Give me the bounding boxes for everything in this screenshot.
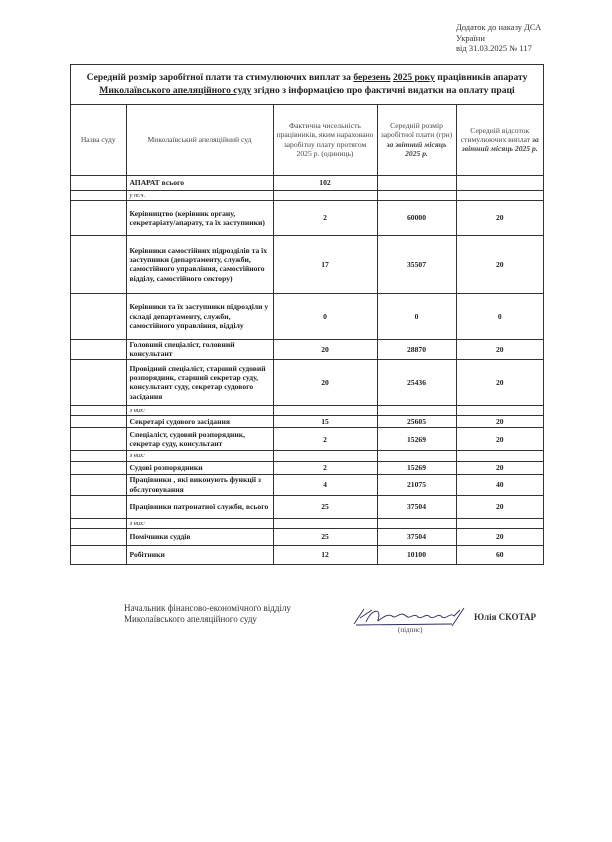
row-label: Судові розпорядники bbox=[126, 461, 273, 474]
court-name-cell bbox=[71, 293, 126, 339]
court-name-cell bbox=[71, 416, 126, 428]
header-bonus-period: за звітний місяць 2025 р. bbox=[461, 135, 539, 154]
table-header-row bbox=[71, 105, 543, 175]
signature-caption: (підпис) bbox=[398, 626, 423, 634]
table-row bbox=[71, 416, 543, 428]
bonus-cell: 20 bbox=[456, 359, 543, 405]
court-name-cell bbox=[71, 200, 126, 235]
table-row bbox=[71, 405, 543, 415]
court-name-cell bbox=[71, 428, 126, 451]
row-label: Головний спеціаліст, головний консультант bbox=[126, 339, 273, 359]
bonus-cell: 20 bbox=[456, 529, 543, 546]
bonus-cell: 20 bbox=[456, 428, 543, 451]
row-label: Керівники та їх заступники підрозділи у складі департаменту, служби, самостійного управління, відділу bbox=[126, 293, 273, 339]
salary-report bbox=[70, 64, 544, 565]
header-court-name: Назва суду bbox=[71, 105, 126, 175]
bonus-cell: 20 bbox=[456, 235, 543, 293]
title-text: Середній розмір заробітної плати та стимулюючих виплат за bbox=[86, 72, 354, 83]
row-label: Спеціаліст, судовий розпорядник, секретар суду, консультант bbox=[126, 428, 273, 451]
signer-position bbox=[124, 603, 291, 625]
count-cell: 0 bbox=[273, 293, 377, 339]
row-label: Керівництво (керівник органу, секретаріату/апарату, та їх заступники) bbox=[126, 200, 273, 235]
row-label: Помічники суддів bbox=[126, 529, 273, 546]
table-row bbox=[71, 474, 543, 495]
row-label: Керівники самостійних підрозділів та їх заступники (департаменту, служби, самостійного управління, самостійного відділу, самостійного сектору) bbox=[126, 235, 273, 293]
table-row bbox=[71, 461, 543, 474]
annex-line-1: Додаток до наказу ДСА bbox=[456, 22, 542, 32]
signer-name: Юлія СКОТАР bbox=[474, 612, 537, 622]
table-row bbox=[71, 235, 543, 293]
court-name-cell bbox=[71, 190, 126, 200]
count-cell: 25 bbox=[273, 529, 377, 546]
table-row bbox=[71, 428, 543, 451]
salary-cell: 0 bbox=[377, 293, 456, 339]
row-label: Працівники , які виконують функції з обслуговування bbox=[126, 474, 273, 495]
table-row bbox=[71, 359, 543, 405]
header-salary-text: Середній розмір заробітної плати (грн) bbox=[380, 120, 453, 140]
table-row bbox=[71, 495, 543, 518]
bonus-cell bbox=[456, 405, 543, 415]
count-cell: 17 bbox=[273, 235, 377, 293]
count-cell: 4 bbox=[273, 474, 377, 495]
count-cell bbox=[273, 190, 377, 200]
bonus-cell: 0 bbox=[456, 293, 543, 339]
court-name-cell bbox=[71, 546, 126, 564]
report-title bbox=[71, 65, 543, 105]
row-label: з них: bbox=[126, 451, 273, 461]
table-row bbox=[71, 546, 543, 564]
table-row bbox=[71, 200, 543, 235]
salary-cell: 37504 bbox=[377, 529, 456, 546]
salary-cell bbox=[377, 451, 456, 461]
header-count: Фактична чисельність працівників, яким нараховано заробітну плату протягом 2025 р. (одиниць) bbox=[273, 105, 377, 175]
salary-cell bbox=[377, 190, 456, 200]
header-salary bbox=[377, 105, 456, 175]
table-body bbox=[71, 175, 543, 564]
header-court: Миколаївський апеляційний суд bbox=[126, 105, 273, 175]
bonus-cell bbox=[456, 190, 543, 200]
court-name-cell bbox=[71, 235, 126, 293]
header-salary-period: за звітний місяць 2025 р. bbox=[386, 139, 447, 159]
row-label: у т.ч. bbox=[126, 190, 273, 200]
position-line-1: Начальник фінансово-економічного відділу bbox=[124, 603, 291, 613]
annex-note bbox=[456, 22, 541, 54]
row-label: АПАРАТ всього bbox=[126, 175, 273, 190]
title-text: згідно з інформацією про фактичні видатки на оплату праці bbox=[251, 85, 515, 96]
count-cell: 20 bbox=[273, 339, 377, 359]
annex-line-2: України bbox=[456, 32, 485, 43]
count-cell bbox=[273, 518, 377, 528]
court-name-cell bbox=[71, 495, 126, 518]
court-name-cell bbox=[71, 529, 126, 546]
salary-cell: 28870 bbox=[377, 339, 456, 359]
table-row bbox=[71, 518, 543, 528]
table-row bbox=[71, 175, 543, 190]
salary-cell: 25436 bbox=[377, 359, 456, 405]
count-cell: 12 bbox=[273, 546, 377, 564]
salary-cell: 35507 bbox=[377, 235, 456, 293]
bonus-cell: 20 bbox=[456, 495, 543, 518]
bonus-cell bbox=[456, 175, 543, 190]
salary-cell: 10100 bbox=[377, 546, 456, 564]
annex-line-3: від 31.03.2025 № 117 bbox=[456, 43, 532, 53]
bonus-cell: 40 bbox=[456, 474, 543, 495]
title-month: березень bbox=[353, 72, 391, 83]
court-name-cell bbox=[71, 175, 126, 190]
row-label: Секретарі судового засідання bbox=[126, 416, 273, 428]
row-label: Працівники патронатної служби, всього bbox=[126, 495, 273, 518]
row-label: Провідний спеціаліст, старший судовий розпорядник, старший секретар суду, консультант суду, секретар судового засідання bbox=[126, 359, 273, 405]
bonus-cell: 20 bbox=[456, 200, 543, 235]
position-line-2: Миколаївського апеляційного суду bbox=[124, 614, 257, 624]
court-name-cell bbox=[71, 518, 126, 528]
count-cell: 2 bbox=[273, 200, 377, 235]
court-name-cell bbox=[71, 474, 126, 495]
bonus-cell bbox=[456, 518, 543, 528]
court-name-cell bbox=[71, 339, 126, 359]
bonus-cell: 20 bbox=[456, 461, 543, 474]
count-cell bbox=[273, 405, 377, 415]
salary-cell bbox=[377, 518, 456, 528]
row-label: з них: bbox=[126, 405, 273, 415]
table-row bbox=[71, 293, 543, 339]
salary-cell: 15269 bbox=[377, 428, 456, 451]
header-bonus-text: Середній відсоток стимулюючих виплат bbox=[460, 125, 533, 145]
count-cell: 102 bbox=[273, 175, 377, 190]
salary-cell: 15269 bbox=[377, 461, 456, 474]
bonus-cell: 20 bbox=[456, 339, 543, 359]
bonus-cell bbox=[456, 451, 543, 461]
salary-cell bbox=[377, 405, 456, 415]
salary-table bbox=[71, 105, 543, 564]
court-name-cell bbox=[71, 451, 126, 461]
salary-cell: 25605 bbox=[377, 416, 456, 428]
table-row bbox=[71, 451, 543, 461]
header-bonus bbox=[456, 105, 543, 175]
salary-cell: 60000 bbox=[377, 200, 456, 235]
salary-cell: 21075 bbox=[377, 474, 456, 495]
salary-cell bbox=[377, 175, 456, 190]
bonus-cell: 20 bbox=[456, 416, 543, 428]
count-cell: 20 bbox=[273, 359, 377, 405]
row-label: з них: bbox=[126, 518, 273, 528]
count-cell: 15 bbox=[273, 416, 377, 428]
bonus-cell: 60 bbox=[456, 546, 543, 564]
table-row bbox=[71, 339, 543, 359]
title-text: працівників апарату bbox=[434, 72, 528, 83]
title-court: Миколаївського апеляційного суду bbox=[99, 85, 252, 96]
row-label: Робітники bbox=[126, 546, 273, 564]
title-year: 2025 року bbox=[392, 72, 435, 83]
table-row bbox=[71, 529, 543, 546]
table-row bbox=[71, 190, 543, 200]
court-name-cell bbox=[71, 359, 126, 405]
count-cell: 2 bbox=[273, 428, 377, 451]
court-name-cell bbox=[71, 461, 126, 474]
salary-cell: 37504 bbox=[377, 495, 456, 518]
court-name-cell bbox=[71, 405, 126, 415]
count-cell: 2 bbox=[273, 461, 377, 474]
count-cell: 25 bbox=[273, 495, 377, 518]
count-cell bbox=[273, 451, 377, 461]
